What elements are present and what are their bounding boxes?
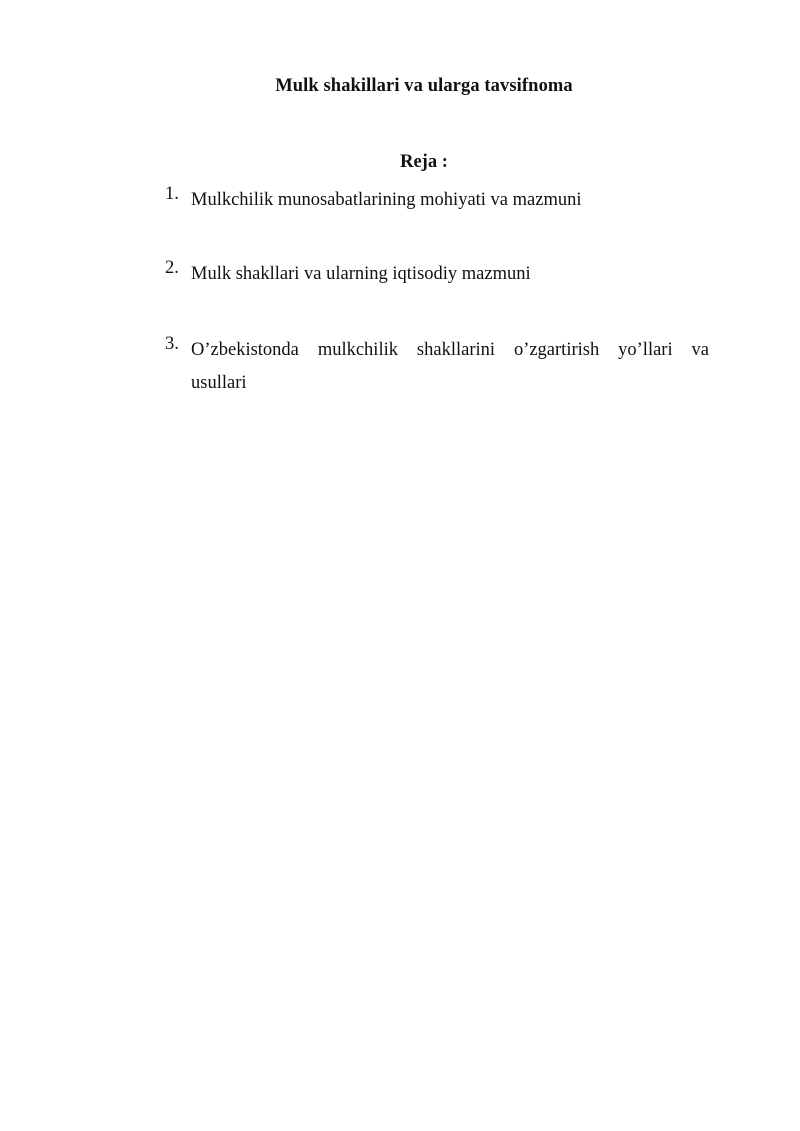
plan-item-text: Mulkchilik munosabatlarining mohiyati va mazmuni [191,190,582,210]
plan-item-1 [165,184,709,217]
plan-item-text: Mulk shakllari va ularning iqtisodiy mazmuni [191,264,531,284]
plan-item-number: 2. [165,258,179,278]
plan-heading: Reja : [400,152,448,172]
plan-item-number: 1. [165,184,179,204]
plan-item-3 [165,334,709,400]
document-title: Mulk shakillari va ularga tavsifnoma [275,76,573,96]
plan-item-number: 3. [165,334,179,354]
plan-item-2 [165,258,709,291]
plan-item-text: O’zbekistonda mulkchilik shakllarini o’zgartirish yo’llari va usullari [191,340,709,393]
